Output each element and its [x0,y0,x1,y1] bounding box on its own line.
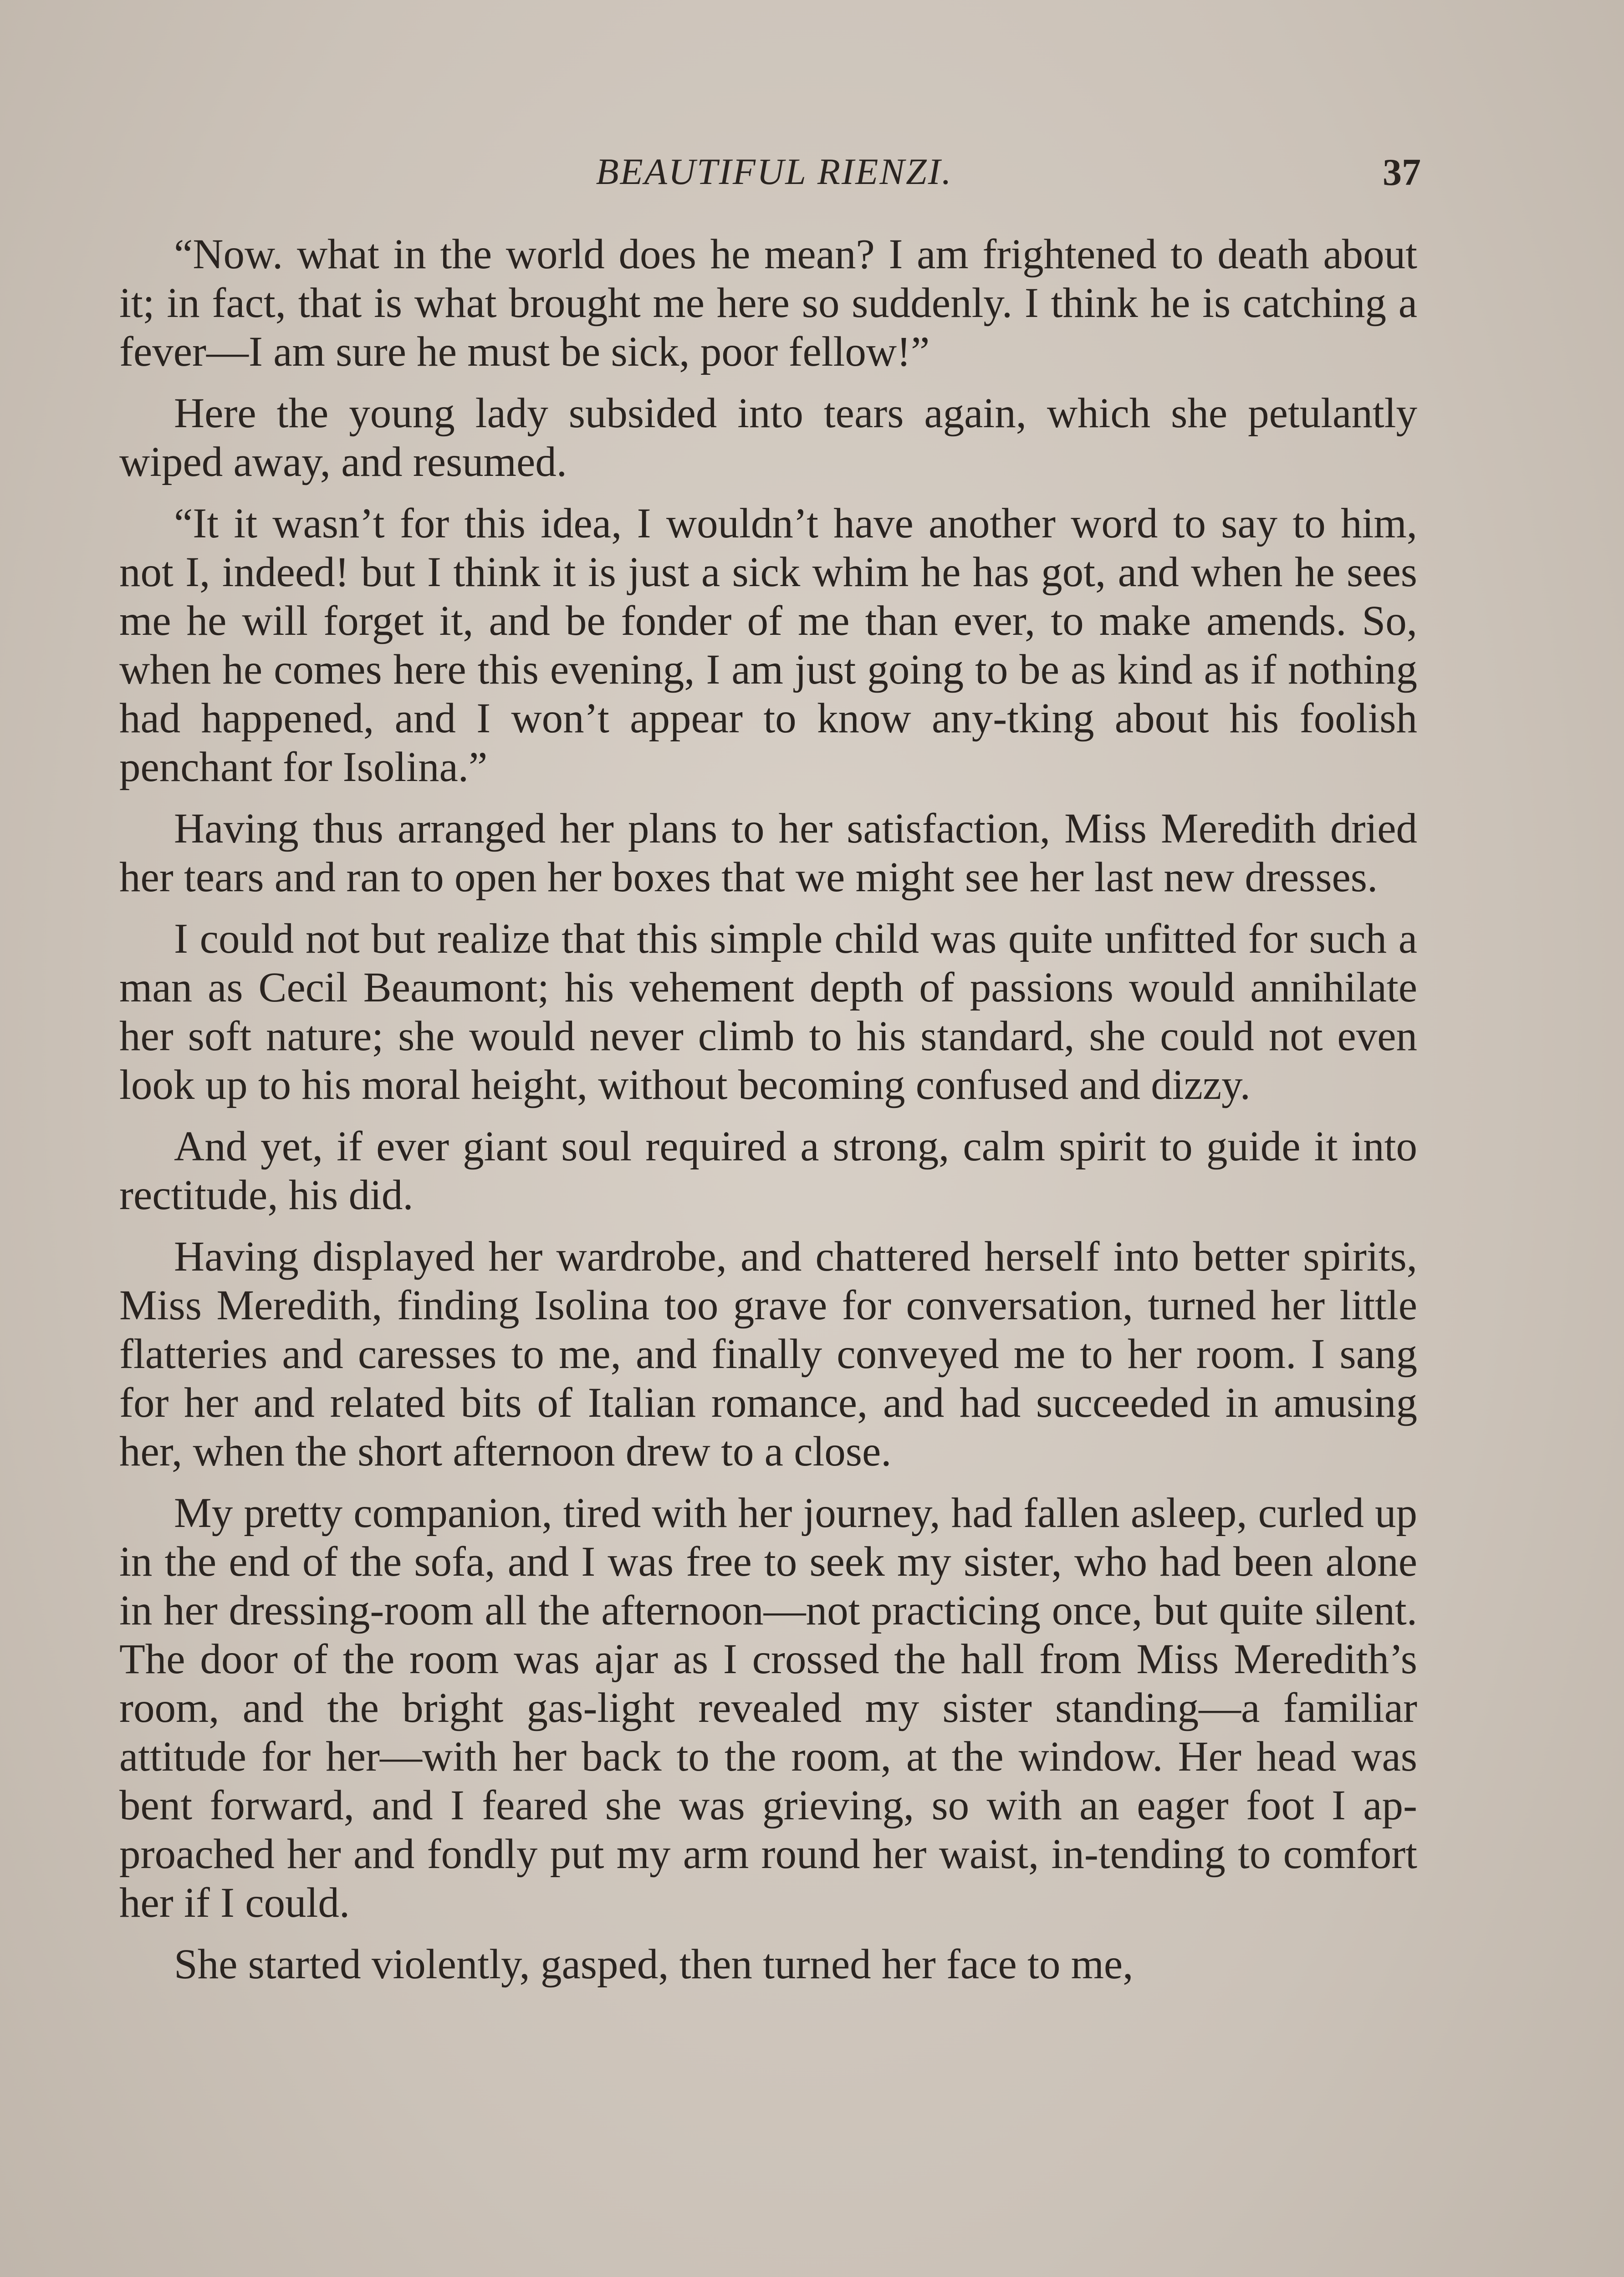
paragraph: And yet, if ever giant soul required a strong, calm spirit to guide it into rectitude, his did. [119,1123,1417,1219]
paragraph: My pretty companion, tired with her journey, had fallen asleep, curled up in the end of the sofa, and I was free to seek my sister, who had been alone in her dressing-room all the afternoon—not practicing once, but quite silent. The door of the room was ajar as I crossed the hall from Miss Meredith’s room, and the bright gas-light revealed my sister standing—a familiar attitude for her—with her back to the room, at the window. Her head was bent forward, and I feared she was grieving, so with an eager foot I ap-proached her and fondly put my arm round her waist, in-tending to comfort her if I could. [119,1490,1417,1926]
paragraph: Having thus arranged her plans to her satisfaction, Miss Meredith dried her tears and ran to open her boxes that we might see her last new dresses. [119,805,1417,901]
paragraph: Having displayed her wardrobe, and chattered herself into better spirits, Miss Meredith, finding Isolina too grave for conversation, turned her little flatteries and caresses to me, and finally conveyed me to her room. I sang for her and related bits of Italian romance, and had succeeded in amusing her, when the short afternoon drew to a close. [119,1233,1417,1475]
paragraph: She started violently, gasped, then turned her face to me, [174,1941,1134,1988]
running-head [128,150,1421,200]
running-title: BEAUTIFUL RIENZI. [596,151,953,192]
body-text [119,230,1417,2001]
paragraph: “Now. what in the world does he mean? I am frightened to death about it; in fact, that is what brought me here so suddenly. I think he is catching a fever—I am sure he must be sick, poor fellow!” [119,231,1417,375]
paragraph: I could not but realize that this simple child was quite unfitted for such a man as Cecil Beaumont; his vehement depth of passions would annihilate her soft nature; she would never climb to his standard, she could not even look up to his moral height, without becoming confused and dizzy. [119,915,1417,1108]
paragraph: “It it wasn’t for this idea, I wouldn’t have another word to say to him, not I, indeed! but I think it is just a sick whim he has got, and when he sees me he will forget it, and be fonder of me than ever, to make amends. So, when he comes here this evening, I am just going to be as kind as if nothing had happened, and I won’t appear to know any-tking about his foolish penchant for Isolina.” [119,500,1417,791]
paragraph: Here the young lady subsided into tears again, which she petulantly wiped away, and resumed. [119,390,1417,485]
page-number: 37 [1383,151,1421,194]
